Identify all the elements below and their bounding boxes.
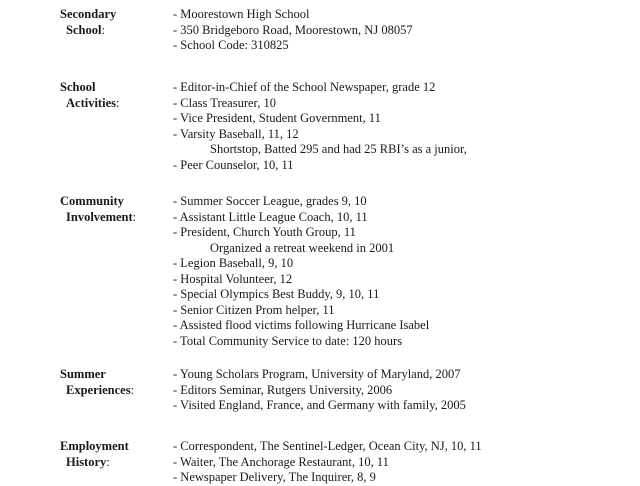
list-item: - Total Community Service to date: 120 hours: [173, 333, 403, 348]
list-item: - Varsity Baseball, 11, 12: [173, 126, 299, 141]
label-line2: Experiences: [66, 382, 131, 397]
list-item: - Waiter, The Anchorage Restaurant, 10, 11: [173, 454, 389, 469]
section-items: [173, 194, 429, 349]
list-item: - Class Treasurer, 10: [173, 95, 276, 110]
list-item: - Special Olympics Best Buddy, 9, 10, 11: [173, 287, 380, 301]
label-line1: School: [60, 80, 96, 94]
section-items: [173, 7, 413, 54]
list-item: - Moorestown High School: [173, 7, 310, 21]
list-item: - Vice President, Student Government, 11: [173, 111, 381, 125]
list-item: - Young Scholars Program, University of Maryland, 2007: [173, 367, 461, 381]
colon: :: [130, 382, 135, 397]
label-line1: Summer: [60, 367, 106, 381]
list-item: - Senior Citizen Prom helper, 11: [173, 302, 335, 317]
section-label: [60, 439, 129, 470]
label-line2: History: [66, 454, 107, 469]
list-item: - Editors Seminar, Rutgers University, 2006: [173, 382, 393, 397]
label-line2: Activities: [66, 95, 116, 110]
list-item: - Correspondent, The Sentinel-Ledger, Ocean City, NJ, 10, 11: [173, 439, 482, 453]
colon: :: [132, 209, 137, 224]
label-line2: School: [66, 22, 102, 37]
list-item: - Peer Counselor, 10, 11: [173, 157, 294, 172]
list-item: - Editor-in-Chief of the School Newspaper, grade 12: [173, 80, 436, 94]
colon: :: [106, 454, 110, 469]
list-item-detail: Organized a retreat weekend in 2001: [210, 240, 395, 255]
list-item: - President, Church Youth Group, 11: [173, 225, 356, 239]
label-line1: Community: [60, 194, 124, 208]
list-item: - Assistant Little League Coach, 10, 11: [173, 209, 368, 224]
label-line1: Employment: [60, 439, 129, 453]
colon: :: [115, 95, 120, 110]
section-items: [173, 439, 482, 486]
section-label: [60, 7, 116, 38]
list-item: - Assisted flood victims following Hurricane Isabel: [173, 318, 430, 332]
label-line2: Involvement: [66, 209, 133, 224]
section-label: [60, 194, 136, 225]
list-item: - Visited England, France, and Germany with family, 2005: [173, 398, 466, 412]
section-items: [173, 367, 466, 414]
label-line1: Secondary: [60, 7, 117, 21]
section-items: [173, 80, 467, 173]
list-item: - 350 Bridgeboro Road, Moorestown, NJ 08057: [173, 22, 413, 37]
list-item: - Newspaper Delivery, The Inquirer, 8, 9: [173, 470, 376, 484]
list-item: - Hospital Volunteer, 12: [173, 271, 293, 286]
list-item: - School Code: 310825: [173, 38, 289, 52]
list-item: - Summer Soccer League, grades 9, 10: [173, 194, 367, 208]
section-label: [60, 367, 134, 398]
list-item: - Legion Baseball, 9, 10: [173, 256, 294, 270]
section-label: [60, 80, 119, 111]
colon: :: [101, 22, 105, 37]
list-item-detail: Shortstop, Batted 295 and had 25 RBI’s as a junior,: [210, 142, 467, 156]
